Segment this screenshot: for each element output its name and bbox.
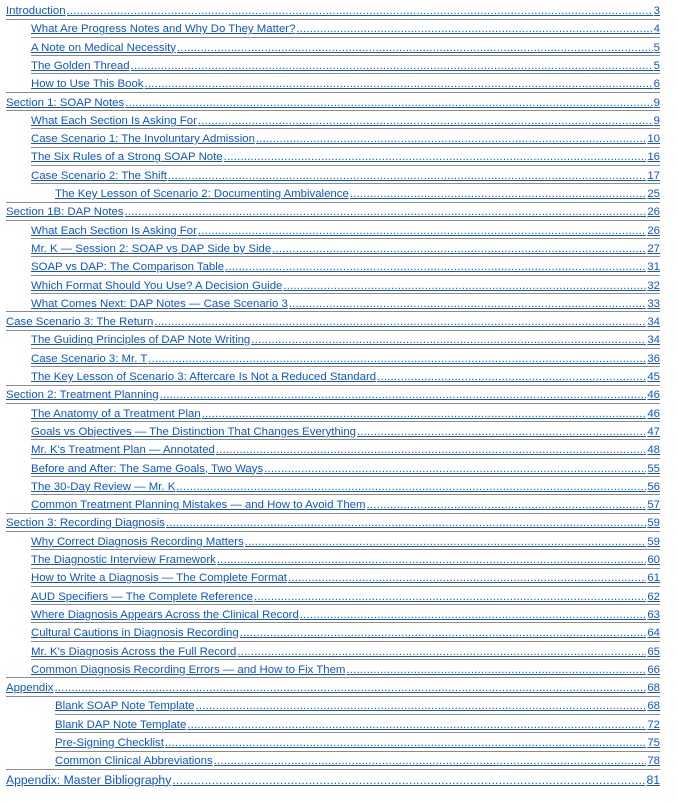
toc-leader-dots [172, 773, 645, 787]
toc-entry-title: Case Scenario 2: The Shift [31, 169, 167, 182]
toc-divider [55, 751, 660, 752]
toc-entry-anatomy[interactable] [31, 405, 660, 421]
toc-divider [6, 531, 660, 532]
toc-entry-page: 32 [647, 279, 660, 292]
toc-entry-title: Section 2: Treatment Planning [6, 389, 159, 402]
toc-leader-dots [148, 352, 646, 366]
toc-divider [31, 568, 660, 569]
toc-entry-title: Where Diagnosis Appears Across the Clinical Record [31, 608, 299, 621]
toc-entry-title: Appendix: Master Bibliography [6, 772, 172, 787]
toc-entry-cultural-cautions[interactable] [31, 624, 660, 640]
toc-entry-planning-mistakes[interactable] [31, 496, 660, 512]
toc-entry-dap-sections[interactable] [31, 222, 660, 238]
toc-entry-mr-k-session-2[interactable] [31, 240, 660, 256]
toc-entry-title: A Note on Medical Necessity [31, 41, 176, 54]
toc-divider [6, 19, 660, 20]
toc-entry-title: Mr. K — Session 2: SOAP vs DAP Side by Side [31, 242, 272, 255]
toc-entry-page: 63 [647, 608, 660, 621]
toc-leader-dots [125, 96, 652, 110]
toc-entry-title: The Six Rules of a Strong SOAP Note [31, 151, 223, 164]
toc-leader-dots [350, 187, 647, 201]
toc-entry-page: 27 [647, 242, 660, 255]
toc-divider [6, 385, 660, 386]
toc-entry-page: 68 [647, 682, 660, 695]
toc-entry-goals-vs-objectives[interactable] [31, 423, 660, 439]
toc-entry-title: Appendix [6, 682, 54, 695]
toc-divider [31, 238, 660, 239]
toc-leader-dots [296, 22, 652, 36]
toc-divider [31, 659, 660, 660]
toc-entry-section-1[interactable] [6, 94, 660, 110]
toc-leader-dots [288, 571, 646, 585]
toc-entry-page: 48 [647, 444, 660, 457]
toc-divider [6, 220, 660, 221]
toc-divider [31, 366, 660, 367]
toc-entry-golden-thread[interactable] [31, 57, 660, 73]
toc-leader-dots [144, 77, 652, 91]
toc-entry-before-after[interactable] [31, 460, 660, 476]
toc-entry-title: Case Scenario 3: The Return [6, 316, 154, 329]
toc-entry-page: 9 [653, 96, 660, 109]
toc-entry-key-lesson-2[interactable] [55, 185, 660, 201]
toc-entry-page: 36 [647, 352, 660, 365]
toc-divider [6, 769, 660, 770]
toc-entry-introduction[interactable] [6, 2, 660, 18]
toc-leader-dots [55, 681, 647, 695]
toc-entry-title: Blank SOAP Note Template [55, 700, 195, 713]
toc-leader-dots [245, 535, 647, 549]
toc-entry-page: 78 [647, 755, 660, 768]
toc-divider [31, 37, 660, 38]
toc-entry-title: Blank DAP Note Template [55, 718, 187, 731]
toc-leader-dots [254, 590, 646, 604]
toc-divider [31, 604, 660, 605]
toc-divider [6, 311, 660, 312]
toc-leader-dots [176, 480, 646, 494]
toc-entry-title: What Are Progress Notes and Why Do They Matter? [31, 23, 296, 36]
toc-entry-treatment-plan-annotated[interactable] [31, 441, 660, 457]
toc-leader-dots [125, 205, 647, 219]
toc-entry-title: AUD Specifiers — The Complete Reference [31, 590, 254, 603]
toc-leader-dots [198, 114, 653, 128]
toc-entry-page: 65 [647, 645, 660, 658]
toc-entry-title: Section 1: SOAP Notes [6, 96, 125, 109]
toc-entry-page: 75 [647, 737, 660, 749]
toc-entry-case-3-return[interactable] [6, 313, 660, 329]
toc-entry-page: 17 [647, 169, 660, 182]
toc-entry-case-2[interactable] [31, 167, 660, 183]
toc-leader-dots [198, 224, 646, 238]
toc-entry-aud-specifiers[interactable] [31, 588, 660, 604]
toc-divider [31, 586, 660, 587]
toc-entry-title: Common Clinical Abbreviations [55, 755, 213, 768]
toc-entry-page: 81 [646, 772, 660, 787]
toc-entry-page: 16 [647, 151, 660, 164]
toc-entry-key-lesson-3[interactable] [31, 368, 660, 384]
toc-leader-dots [177, 41, 653, 55]
toc-leader-dots [187, 718, 646, 732]
toc-leader-dots [225, 260, 646, 274]
toc-entry-why-correct-diagnosis[interactable] [31, 533, 660, 549]
toc-entry-page: 4 [653, 23, 660, 36]
toc-divider [55, 732, 660, 733]
toc-entry-title: Introduction [6, 5, 66, 17]
toc-entry-guiding-principles[interactable] [31, 331, 660, 347]
toc-divider [31, 128, 660, 129]
toc-divider [31, 458, 660, 459]
toc-divider [31, 165, 660, 166]
toc-divider [6, 110, 660, 111]
toc-entry-title: Case Scenario 3: Mr. T [31, 352, 148, 365]
toc-leader-dots [357, 425, 646, 439]
toc-entry-page: 9 [653, 114, 660, 127]
toc-leader-dots [240, 626, 647, 640]
toc-entry-page: 26 [647, 224, 660, 237]
toc-leader-dots [237, 645, 646, 659]
toc-divider [31, 641, 660, 642]
toc-leader-dots [272, 242, 646, 256]
toc-entry-title: Section 1B: DAP Notes [6, 206, 124, 219]
toc-entry-page: 45 [647, 371, 660, 383]
toc-entry-title: Why Correct Diagnosis Recording Matters [31, 535, 244, 548]
toc-leader-dots [224, 150, 647, 164]
toc-entry-title: Which Format Should You Use? A Decision Guide [31, 279, 283, 292]
toc-entry-page: 47 [647, 425, 660, 438]
toc-entry-page: 33 [647, 297, 660, 310]
toc-entry-decision-guide[interactable] [31, 277, 660, 293]
toc-entry-title: The Key Lesson of Scenario 3: Aftercare Is Not a Reduced Standard [31, 371, 377, 383]
toc-entry-title: Goals vs Objectives — The Distinction That Changes Everything [31, 425, 356, 438]
toc-entry-title: The Guiding Principles of DAP Note Writing [31, 334, 251, 347]
toc-leader-dots [216, 443, 646, 457]
toc-divider [6, 330, 660, 331]
toc-leader-dots [256, 132, 646, 146]
toc-entry-title: Section 3: Recording Diagnosis [6, 517, 165, 530]
toc-entry-title: Mr. K's Diagnosis Across the Full Record [31, 645, 237, 658]
toc-divider [55, 714, 660, 715]
toc-entry-blank-dap-template[interactable] [55, 716, 660, 732]
toc-divider [31, 421, 660, 422]
toc-divider [6, 92, 660, 93]
toc-leader-dots [165, 736, 646, 750]
toc-entry-title: What Each Section Is Asking For [31, 114, 197, 127]
toc-divider [6, 513, 660, 514]
toc-entry-page: 10 [647, 133, 660, 146]
toc-entry-page: 64 [647, 627, 660, 640]
toc-leader-dots [202, 407, 647, 421]
toc-entry-case-1[interactable] [31, 130, 660, 146]
toc-entry-title: The Key Lesson of Scenario 2: Documenting Ambivalence [55, 188, 349, 200]
toc-entry-page: 68 [647, 700, 660, 713]
toc-leader-dots [346, 663, 646, 677]
toc-leader-dots [377, 370, 646, 384]
toc-divider [6, 403, 660, 404]
toc-entry-title: SOAP vs DAP: The Comparison Table [31, 261, 225, 274]
toc-entry-title: Before and After: The Same Goals, Two Ways [31, 462, 264, 475]
toc-entry-page: 62 [647, 590, 660, 603]
toc-entry-title: Pre-Signing Checklist [55, 737, 164, 749]
toc-entry-page: 5 [653, 59, 660, 72]
toc-entry-title: What Comes Next: DAP Notes — Case Scenario 3 [31, 297, 288, 310]
toc-divider [31, 494, 660, 495]
toc-entry-soap-sections[interactable] [31, 112, 660, 128]
toc-entry-blank-soap-template[interactable] [55, 697, 660, 713]
toc-divider [31, 476, 660, 477]
toc-leader-dots [131, 59, 653, 73]
toc-entry-diagnostic-interview[interactable] [31, 551, 660, 567]
toc-entry-comparison-table[interactable] [31, 258, 660, 274]
toc-entry-page: 56 [647, 480, 660, 493]
toc-divider [6, 696, 660, 697]
toc-entry-title: Common Diagnosis Recording Errors — and How to Fix Them [31, 663, 346, 676]
toc-divider [31, 293, 660, 294]
toc-entry-page: 5 [653, 41, 660, 54]
toc-leader-dots [217, 553, 646, 567]
toc-divider [31, 147, 660, 148]
toc-divider [31, 55, 660, 56]
toc-entry-page: 26 [647, 206, 660, 219]
toc-leader-dots [283, 279, 646, 293]
toc-leader-dots [196, 699, 647, 713]
toc-leader-dots [300, 608, 647, 622]
toc-entry-page: 34 [647, 334, 660, 347]
toc-entry-page: 57 [647, 499, 660, 512]
toc-entry-mr-k-diagnosis[interactable] [31, 643, 660, 659]
toc-divider [6, 677, 660, 678]
toc-entry-how-to-write-diagnosis[interactable] [31, 569, 660, 585]
toc-divider [31, 183, 660, 184]
toc-entry-title: The Diagnostic Interview Framework [31, 554, 216, 566]
toc-entry-page: 59 [647, 517, 660, 530]
toc-entry-title: What Each Section Is Asking For [31, 224, 197, 237]
toc-entry-30-day-review[interactable] [31, 478, 660, 494]
toc-entry-page: 60 [647, 554, 660, 566]
toc-leader-dots [264, 462, 646, 476]
toc-divider [31, 73, 660, 74]
toc-entry-page: 59 [647, 535, 660, 548]
toc-entry-title: Mr. K's Treatment Plan — Annotated [31, 444, 215, 457]
toc-entry-page: 66 [647, 663, 660, 676]
toc-entry-page: 31 [647, 261, 660, 274]
toc-entry-appendix[interactable] [6, 679, 660, 695]
toc-entry-title: The Golden Thread [31, 59, 130, 72]
toc-leader-dots [367, 498, 647, 512]
toc-divider [6, 202, 660, 203]
toc-entry-page: 72 [647, 718, 660, 731]
toc-entry-title: The Anatomy of a Treatment Plan [31, 407, 201, 420]
toc-entry-page: 46 [647, 407, 660, 420]
toc-entry-what-comes-next[interactable] [31, 295, 660, 311]
toc-entry-page: 3 [653, 5, 660, 17]
toc-entry-six-rules[interactable] [31, 148, 660, 164]
toc-entry-section-3[interactable] [6, 514, 660, 530]
toc-entry-title: How to Use This Book [31, 78, 144, 91]
toc-leader-dots [160, 388, 647, 402]
toc-leader-dots [289, 297, 647, 311]
toc-entry-section-1b[interactable] [6, 203, 660, 219]
toc-divider [31, 622, 660, 623]
toc-entry-title: How to Write a Diagnosis — The Complete Format [31, 572, 287, 585]
toc-entry-page: 25 [647, 188, 660, 200]
toc-entry-master-bibliography[interactable] [6, 771, 660, 787]
toc-divider [31, 256, 660, 257]
toc-entry-page: 61 [647, 572, 660, 585]
toc-leader-dots [67, 4, 653, 18]
toc-entry-how-to-use[interactable] [31, 75, 660, 91]
toc-entry-page: 55 [647, 462, 660, 475]
toc-leader-dots [251, 333, 646, 347]
toc-divider [31, 439, 660, 440]
toc-entry-clinical-abbreviations[interactable] [55, 752, 660, 768]
toc-entry-page: 46 [647, 389, 660, 402]
toc-leader-dots [168, 169, 646, 183]
toc-leader-dots [154, 315, 646, 329]
toc-divider [31, 549, 660, 550]
toc-entry-title: Common Treatment Planning Mistakes — and How to Avoid Them [31, 499, 366, 512]
toc-entry-case-3-mr-t[interactable] [31, 350, 660, 366]
toc-entry-medical-necessity[interactable] [31, 39, 660, 55]
toc-entry-diagnosis-appears[interactable] [31, 606, 660, 622]
toc-entry-section-2[interactable] [6, 386, 660, 402]
toc-entry-title: Case Scenario 1: The Involuntary Admission [31, 133, 255, 146]
toc-entry-title: The 30-Day Review — Mr. K [31, 480, 176, 493]
toc-divider [31, 275, 660, 276]
toc-divider [31, 348, 660, 349]
toc-entry-title: Cultural Cautions in Diagnosis Recording [31, 627, 239, 640]
toc-entry-pre-signing-checklist[interactable] [55, 734, 660, 750]
toc-entry-progress-notes[interactable] [31, 20, 660, 36]
toc-entry-page: 34 [647, 316, 660, 329]
toc-entry-diagnosis-errors[interactable] [31, 661, 660, 677]
toc-entry-page: 6 [653, 78, 660, 91]
toc-leader-dots [214, 754, 647, 768]
toc-leader-dots [166, 516, 646, 530]
